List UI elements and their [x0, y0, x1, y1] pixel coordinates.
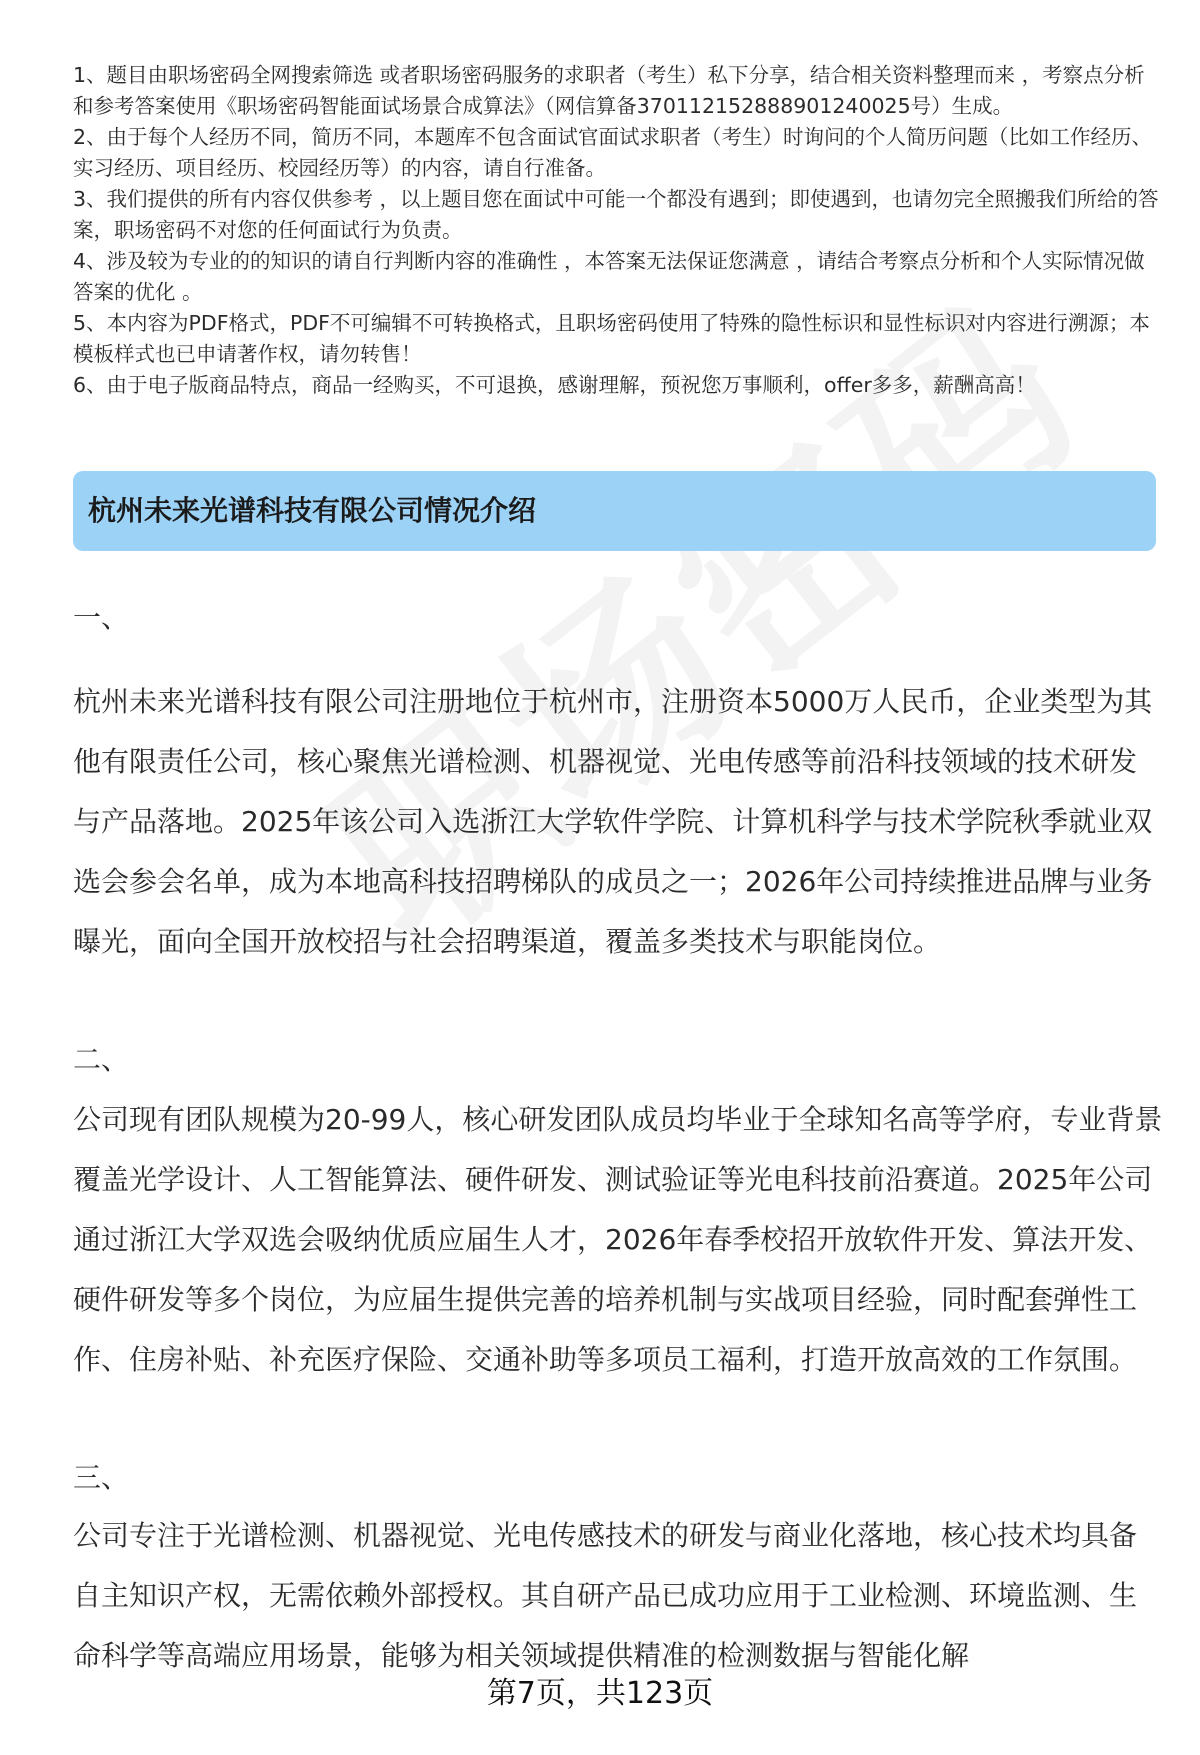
section-banner	[73, 471, 1156, 551]
disclaimer-notes	[73, 60, 1160, 401]
note-item: 4、涉及较为专业的的知识的请自行判断内容的准确性 ，本答案无法保证您满意 ，请结合考察点分析和个人实际情况做答案的优化 。	[73, 249, 1145, 304]
section-title: 杭州未来光谱科技有限公司情况介绍	[88, 494, 537, 527]
note-item: 1、题目由职场密码全网搜索筛选 或者职场密码服务的求职者（考生）私下分享，结合相关资料整理而来 ，考察点分析和参考答案使用《职场密码智能面试场景合成算法》（网信算备370112152888901240025号）生成。	[73, 63, 1145, 118]
part-text-1	[73, 672, 1163, 972]
page-number: 第7页，共123页	[486, 1676, 714, 1711]
part-heading-3: 三、	[73, 1461, 130, 1494]
part-text-2	[73, 1090, 1163, 1390]
part-heading-1: 一、	[73, 601, 130, 634]
note-item: 6、由于电子版商品特点，商品一经购买，不可退换，感谢理解，预祝您万事顺利，offer多多，薪酬高高！	[73, 373, 1036, 397]
paragraph: 杭州未来光谱科技有限公司注册地位于杭州市，注册资本5000万人民币，企业类型为其他有限责任公司，核心聚焦光谱检测、机器视觉、光电传感等前沿科技领域的技术研发与产品落地。2025年该公司入选浙江大学软件学院、计算机科学与技术学院秋季就业双选会参会名单，成为本地高科技招聘梯队的成员之一；2026年公司持续推进品牌与业务曝光，面向全国开放校招与社会招聘渠道，覆盖多类技术与职能岗位。	[73, 685, 1153, 958]
note-item: 5、本内容为PDF格式，PDF不可编辑不可转换格式，且职场密码使用了特殊的隐性标识和显性标识对内容进行溯源；本模板样式也已申请著作权，请勿转售！	[73, 311, 1150, 366]
part-heading-2: 二、	[73, 1043, 130, 1076]
paragraph: 公司专注于光谱检测、机器视觉、光电传感技术的研发与商业化落地，核心技术均具备自主知识产权，无需依赖外部授权。其自研产品已成功应用于工业检测、环境监测、生命科学等高端应用场景，能够为相关领域提供精准的检测数据与智能化解	[73, 1519, 1138, 1672]
part-text-3	[73, 1506, 1163, 1686]
note-item: 2、由于每个人经历不同，简历不同，本题库不包含面试官面试求职者（考生）时询问的个人简历问题（比如工作经历、实习经历、项目经历、校园经历等）的内容，请自行准备。	[73, 125, 1153, 180]
note-item: 3、我们提供的所有内容仅供参考 ，以上题目您在面试中可能一个都没有遇到；即使遇到，也请勿完全照搬我们所给的答案，职场密码不对您的任何面试行为负责。	[73, 187, 1159, 242]
paragraph: 公司现有团队规模为20-99人，核心研发团队成员均毕业于全球知名高等学府，专业背景覆盖光学设计、人工智能算法、硬件研发、测试验证等光电科技前沿赛道。2025年公司通过浙江大学双选会吸纳优质应届生人才，2026年春季校招开放软件开发、算法开发、硬件研发等多个岗位，为应届生提供完善的培养机制与实战项目经验，同时配套弹性工作、住房补贴、补充医疗保险、交通补助等多项员工福利，打造开放高效的工作氛围。	[73, 1103, 1163, 1376]
